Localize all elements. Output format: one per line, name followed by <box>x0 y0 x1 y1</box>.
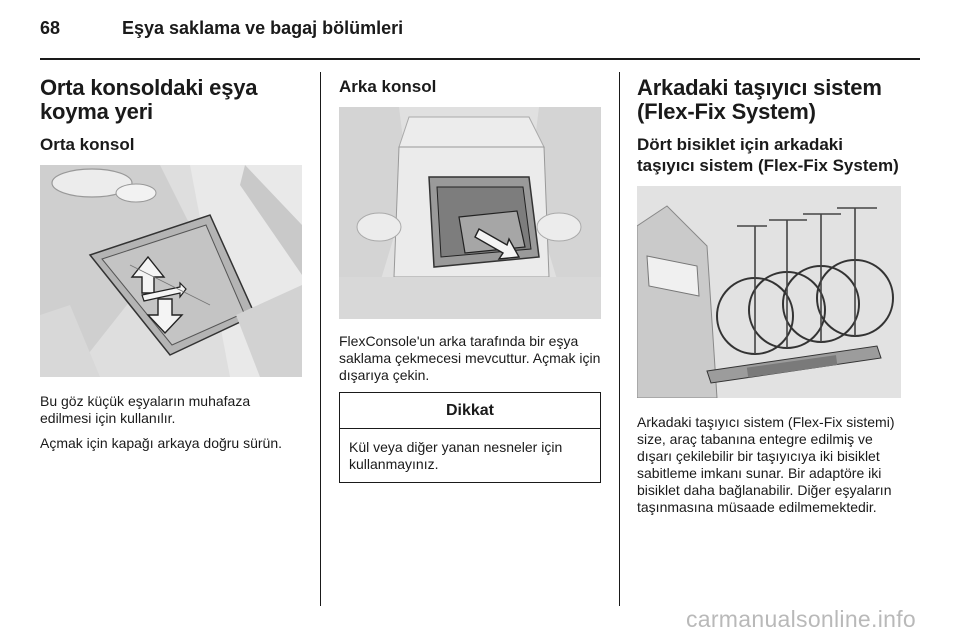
subheading-rear-console: Arka konsol <box>339 77 437 96</box>
paragraph-center-console-2: Açmak için kapağı arkaya doğru sürün. <box>40 435 283 451</box>
column-divider-1 <box>320 72 321 606</box>
subheading-four-bikes: Dört bisiklet için arkadaki taşıyıcı sistem (Flex-Fix System) <box>637 135 899 175</box>
page-header <box>40 18 403 48</box>
page-number: 68 <box>40 18 61 38</box>
rear-console-illustration <box>339 107 601 319</box>
column-center-console <box>40 72 302 460</box>
header-divider <box>40 58 920 60</box>
caution-box <box>339 392 601 483</box>
section-heading-storage: Orta konsoldaki eşya koyma yeri <box>40 75 258 124</box>
paragraph-center-console-1: Bu göz küçük eşyaların muhafaza edilmesi için kullanılır. <box>40 393 251 426</box>
subheading-center-console: Orta konsol <box>40 135 135 154</box>
paragraph-flex-fix: Arkadaki taşıyıcı sistem (Flex-Fix sistemi) size, araç tabanına entegre edilmiş ve dışarı çekilebilir bir taşıyıcıya iki bisiklet sabitleme imkanı sunar. Bir adaptöre iki bisiklet daha bağlanabilir. Diğer eşyaların taşınmasına müsaade edilmemektedir. <box>637 414 895 515</box>
column-flex-fix <box>637 72 901 524</box>
section-title: Eşya saklama ve bagaj bölümleri <box>122 18 404 38</box>
column-divider-2 <box>619 72 620 606</box>
caution-title: Dikkat <box>340 393 600 429</box>
watermark: carmanualsonline.info <box>685 606 916 632</box>
bike-carrier-illustration <box>637 186 901 398</box>
section-heading-flex-fix: Arkadaki taşıyıcı sistem (Flex-Fix System) <box>637 75 882 124</box>
center-console-illustration <box>40 165 302 377</box>
caution-text: Kül veya diğer yanan nesneler için kullanmayınız. <box>349 439 563 472</box>
paragraph-rear-console: FlexConsole'un arka tarafında bir eşya saklama çekmecesi mevcuttur. Açmak için dışarıya çekin. <box>339 333 601 383</box>
column-rear-console <box>339 72 601 483</box>
